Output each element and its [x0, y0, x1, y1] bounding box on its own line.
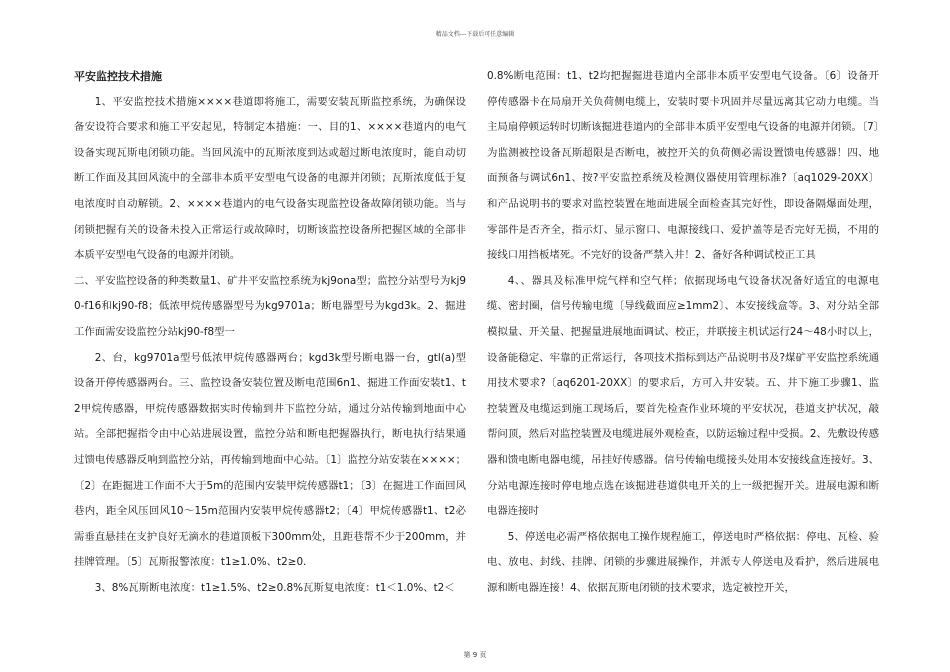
paragraph: 4、、器具及标准甲烷气样和空气样；依据现场电气设备状况备好适宜的电源电缆、密封圈，信号传输电缆〔导线截面应≥1mm2〕、本安接线盒等。3、对分站全部模拟量、开关量、把握量进展地面调试、校正，并联接主机试运行24～48小时以上，设备能稳定、牢靠的正常运行，各项技术指标到达产品说明书及?煤矿平安监控系统通用技术要求?〔aq6201-20XX〕的要求后，方可入井安装。五、井下施工步骤1、监控装置及电缆运到施工现场后，要首先检查作业环境的平安状况，巷道支护状况，敲帮问顶，然后对监控装置及电缆进展外观检查，以防运输过程中受损。2、先敷设传感器和馈电断电器电缆，吊挂好传感器。信号传输电缆接头处用本安接线盒连接好。3、分站电源连接时停电地点选在该掘进巷道供电开关的上一级把握开关。进展电源和断电器连接时 — [487, 274, 879, 518]
document-title: 平安监控技术措施 — [74, 70, 162, 83]
left-column — [74, 64, 466, 601]
paragraph: 0.8%断电范围：t1、t2均把握掘进巷道内全部非本质平安型电气设备。〔6〕设备开停传感器卡在局扇开关负荷侧电缆上，安装时要卡巩固并尽量远离其它动力电缆。当主局扇停顿运转时切断该掘进巷道内的全部非本质平安型电气设备的电源并闭锁。〔7〕为监测被控设备瓦斯超限是否断电，被控开关的负荷侧必需设置馈电传感器！四、地面预备与调试6n1、按?平安监控系统及检测仪器使用管理标准?〔aq1029-20XX〕和产品说明书的要求对监控装置在地面进展全面检查其完好性，即设备隔爆面处理，零部件是否齐全，指示灯、显示窗口、电源接线口、爱护盖等是否完好无损，不用的接线口用挡板堵死。不完好的设备严禁入井！2、备好各种调试校正工具 — [487, 70, 879, 262]
page-header: 精品文档---下载后可任意编辑 — [435, 31, 515, 38]
paragraph: 3、8%瓦斯断电浓度：t1≥1.5%、t2≥0.8%瓦斯复电浓度：t1＜1.0%、t2＜ — [94, 581, 455, 594]
page-footer: 第 9 页 — [463, 651, 487, 659]
right-column — [487, 64, 879, 601]
paragraph: 1、平安监控技术措施××××巷道即将施工，需要安装瓦斯监控系统，为确保设备安设符合要求和施工平安起见，特制定本措施：一、目的1、××××巷道内的电气设备实现瓦斯电闭锁功能。当回风流中的瓦斯浓度到达或超过断电浓度时，能自动切断工作面及其回风流中的全部非本质平安型电气设备的电源并闭锁；瓦斯浓度低于复电浓度时自动解锁。2、××××巷道内的电气设备实现监控设备故障闭锁功能。当与闭锁把握有关的设备未投入正常运行或故障时，切断该监控设备所把握区域的全部非本质平安型电气设备的电源并闭锁。 — [74, 95, 466, 262]
paragraph: 2、台，kg9701a型号低浓甲烷传感器两台；kgd3k型号断电器一台，gtl(a)型设备开停传感器两台。三、监控设备安装位置及断电范围6n1、掘进工作面安装t1、t2甲烷传感器，甲烷传感器数据实时传输到井下监控分站，通过分站传输到地面中心站。全部把握指令由中心站进展设置，监控分站和断电把握器执行，断电执行结果通过馈电传感器反响到监控分站，再传输到地面中心站。〔1〕监控分站安装在××××；〔2〕在距掘进工作面不大于5m的范围内安装甲烷传感器t1；〔3〕在掘进工作面回风巷内，距全风压回风10～15m范围内安装甲烷传感器t2；〔4〕甲烷传感器t1、t2必需垂直悬挂在支护良好无滴水的巷道顶板下300mm处，且距巷帮不少于200mm，并挂牌管理。〔5〕瓦斯报警浓度：t1≥1.0%、t2≥0. — [74, 351, 466, 569]
paragraph: 二、平安监控设备的种类数量1、矿井平安监控系统为kj9ona型；监控分站型号为kj90-f16和kj90-f8；低浓甲烷传感器型号为kg9701a；断电器型号为kgd3k。2、掘进工作面需安设监控分站kj90-f8型一 — [74, 274, 466, 338]
paragraph: 5、停送电必需严格依据电工操作规程施工，停送电时严格依据：停电、瓦检、验电、放电、封线、挂牌、闭锁的步骤进展操作，并派专人停送电及看护，然后进展电源和断电器连接！4、依据瓦斯电闭锁的技术要求，选定被控开关， — [487, 530, 879, 594]
